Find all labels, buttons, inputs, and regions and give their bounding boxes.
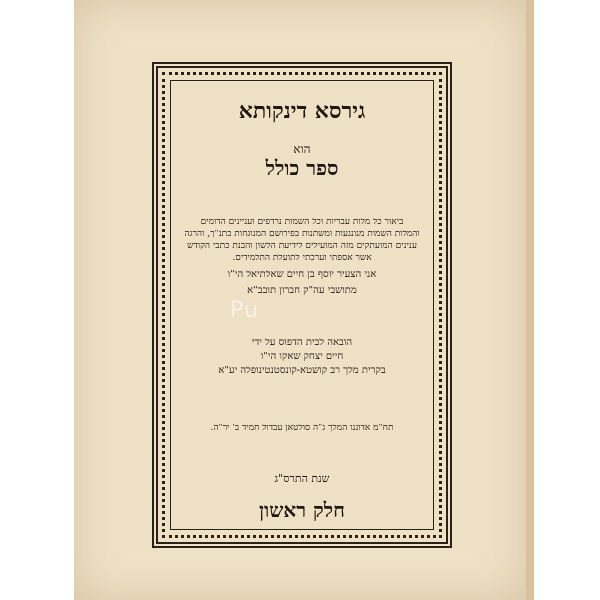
subtitle-small: הוא xyxy=(293,142,311,156)
book-edge xyxy=(526,0,534,600)
description-line: ביאור כל מלות עבריות וכל השמות נרדפים ועניינים הדומים xyxy=(200,218,404,227)
publisher-line: הובאה לבית הדפוס על ידי xyxy=(251,338,353,348)
publisher-line: בקרית מלך רב קושטא-קונסטנטינופלה יע"א xyxy=(218,366,386,376)
title-page-content xyxy=(176,88,428,524)
description-line: ענינים המועתקים מזה המועילים לידיעת הלשון והבנת כתבי הקודש xyxy=(187,242,417,251)
book-title: גירסא דינקותא xyxy=(238,98,366,124)
author-line: אני הצעיר יוסף בן חיים שאלתיאל הי"ו xyxy=(227,270,377,280)
description-line: והמלות השמות מנונגעות ומשתנות בפירושם המנוגחות בתנ"ך, והרגה xyxy=(184,230,420,239)
part-title: חלק ראשון xyxy=(259,498,345,522)
description-line: אשר אספתי וערכתי לתועלת התלמידים. xyxy=(232,254,372,263)
subtitle: ספר כולל xyxy=(265,156,339,180)
watermark: Pu xyxy=(230,298,259,323)
reign-line: תח"מ אדוננו המלך ג"ה סולטאן עבדול חמיד ב' יר"ה. xyxy=(210,424,394,433)
year-line: שנת התרס"ג xyxy=(274,472,330,485)
publisher-line: חיים יצחק שאקו הי"ו xyxy=(260,352,344,362)
author-line: מתושבי עה"ק חברון תובב"א xyxy=(247,286,357,296)
